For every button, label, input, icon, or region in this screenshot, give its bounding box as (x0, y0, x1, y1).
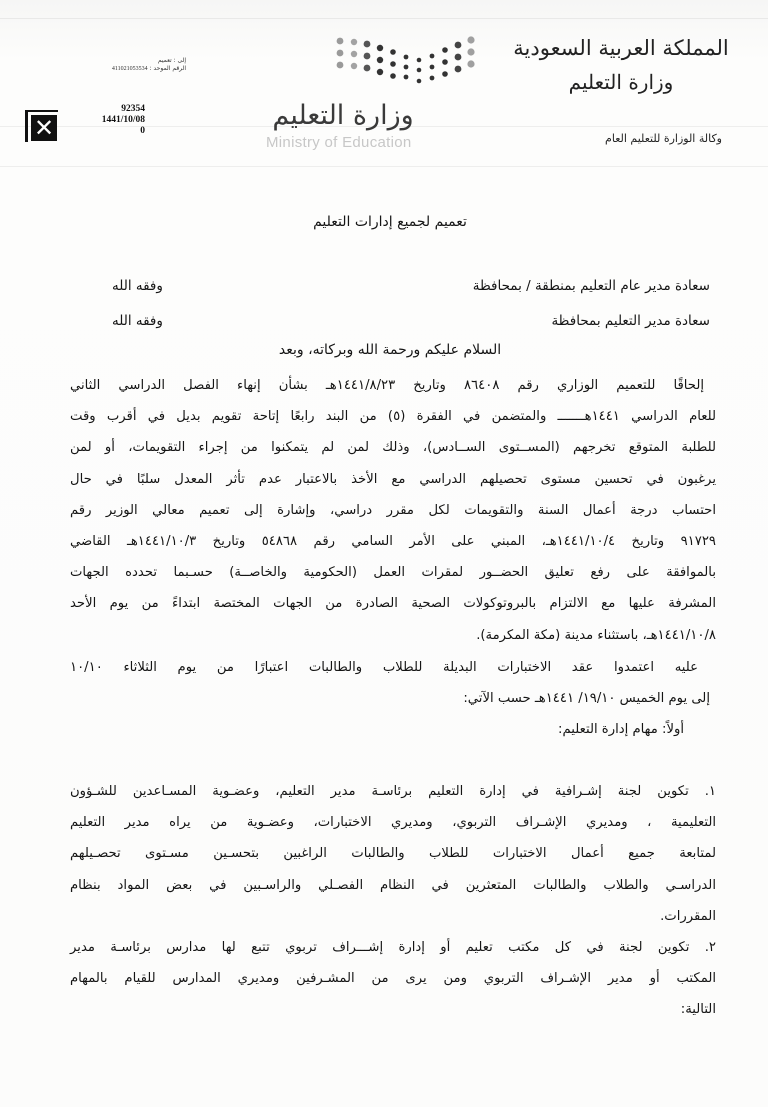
paragraph-2 (70, 652, 710, 714)
kingdom-name: المملكة العربية السعودية (513, 36, 729, 60)
document-body (70, 0, 716, 1107)
text-line: المشرفة عليها مع الالتزام بالبروتوكولات الصحية الصادرة من الجهات المختصة ابتداءً من يوم الأحد (70, 596, 716, 612)
text-line: عليه اعتمدوا عقد الاختبارات البديلة للطلاب والطالبات اعتبارًا من يوم الثلاثاء ١٠/١٠ (70, 660, 698, 675)
addressee-to: سعادة مدير التعليم بمحافظة (551, 313, 710, 329)
reference-date: 1441/10/08 (101, 115, 145, 125)
text-line: يرغبون في تحسين مستوى تحصيلهم الدراسي مع الأخذ بالاعتبار عدم تأثر المعدل سلبًا في حال (70, 471, 716, 487)
text-line: ١٤٤١/١٠/٨هـ، باستثناء مدينة (مكة المكرمة). (476, 627, 716, 643)
unified-number-label: الرقم الموحد : (149, 65, 186, 72)
logo-arabic-wordmark: وزارة التعليم (272, 100, 414, 131)
item-2 (70, 932, 716, 1026)
addressee-blessing: وفقه الله (112, 313, 163, 329)
circular-title: تعميم لجميع إدارات التعليم (313, 214, 467, 230)
reference-number: 92354 (121, 104, 145, 114)
routing-to-label: إلى : تعميم (157, 57, 186, 64)
paragraph-1 (70, 370, 716, 651)
section1-heading: أولاً: مهام إدارة التعليم: (558, 722, 684, 737)
text-line: بالموافقة على رفع تعليق الحضــور لمقرات العمل (الحكومية والخاصــة) حسـبما تحدده الجهات (70, 565, 716, 581)
ministry-name: وزارة التعليم (568, 70, 674, 94)
text-line: إلى يوم الخميس ١٩/١٠/ ١٤٤١هـ حسب الآتي: (463, 691, 710, 707)
addressee-blessing: وفقه الله (112, 278, 163, 294)
agency-name: وكالة الوزارة للتعليم العام (605, 132, 722, 145)
text-line: الدراسـي والطلاب والطالبات المتعثرين في النظام الفصـلي والراسـبين في بعض المواد بنظام (70, 877, 716, 893)
logo-english-wordmark: Ministry of Education (266, 134, 412, 151)
greeting: السلام عليكم ورحمة الله وبركاته، وبعد (278, 342, 502, 358)
unified-number: 411021053534 (111, 66, 148, 72)
text-line: للطلبة المتوقع تخرجهم (المســتوى الســادس)، وذلك لمن لم يتمكنوا من إجراء التقويمات، أو لمن (70, 440, 716, 456)
item-1 (70, 776, 716, 932)
text-line: ٢. تكوين لجنة في كل مكتب تعليم أو إدارة إشـــراف تربوي تتبع لها مدارس برئاسـة مدير (70, 940, 716, 955)
text-line: التعليمية ، ومديري الإشـراف التربوي، ومديري الاختبارات، وعضـوية من يراه مدير التعليم (70, 815, 716, 831)
x-box-icon: ✕ (25, 110, 58, 142)
text-line: للعام الدراسي ١٤٤١هـــــــ والمتضمن في الفقرة (٥) من البند رابعًا إتاحة تقويم بديل في أقرب وقت (70, 409, 716, 425)
addressee-to: سعادة مدير عام التعليم بمنطقة / بمحافظة (472, 278, 710, 294)
text-line: احتساب درجة أعمال السنة والتقويمات لكل مقرر دراسي، وإشارة إلى تعميم معالي الوزير رقم (70, 502, 716, 518)
text-line: المقررات. (660, 908, 716, 924)
text-line: ١. تكوين لجنة إشـرافية في إدارة التعليم برئاسـة مدير التعليم، وعضـوية المسـاعدين للشـؤون (70, 784, 716, 799)
text-line: المكتب أو مدير الإشـراف التربوي ومن يرى من المشـرفين ومديري المدارس للقيام بالمهام (70, 971, 716, 987)
text-line: إلحاقًا للتعميم الوزاري رقم ٨٦٤٠٨ وتاريخ ١٤٤١/٨/٢٣هـ بشأن إنهاء الفصل الدراسي الثاني (70, 378, 705, 393)
text-line: لمتابعة جميع أعمال الاختبارات للطلاب والطالبات الراغبين بتحسـين مسـتوى تحصـيلهم (70, 846, 716, 862)
section-heading (70, 714, 710, 745)
text-line: ٩١٧٢٩ وتاريخ ١٤٤١/١٠/٤هـ، المبني على الأمر السامي رقم ٥٤٨٦٨ وتاريخ ١٤٤١/١٠/٣هـ القاضي (70, 534, 716, 550)
text-line: التالية: (680, 1002, 716, 1018)
reference-attachments: 0 (140, 126, 145, 136)
